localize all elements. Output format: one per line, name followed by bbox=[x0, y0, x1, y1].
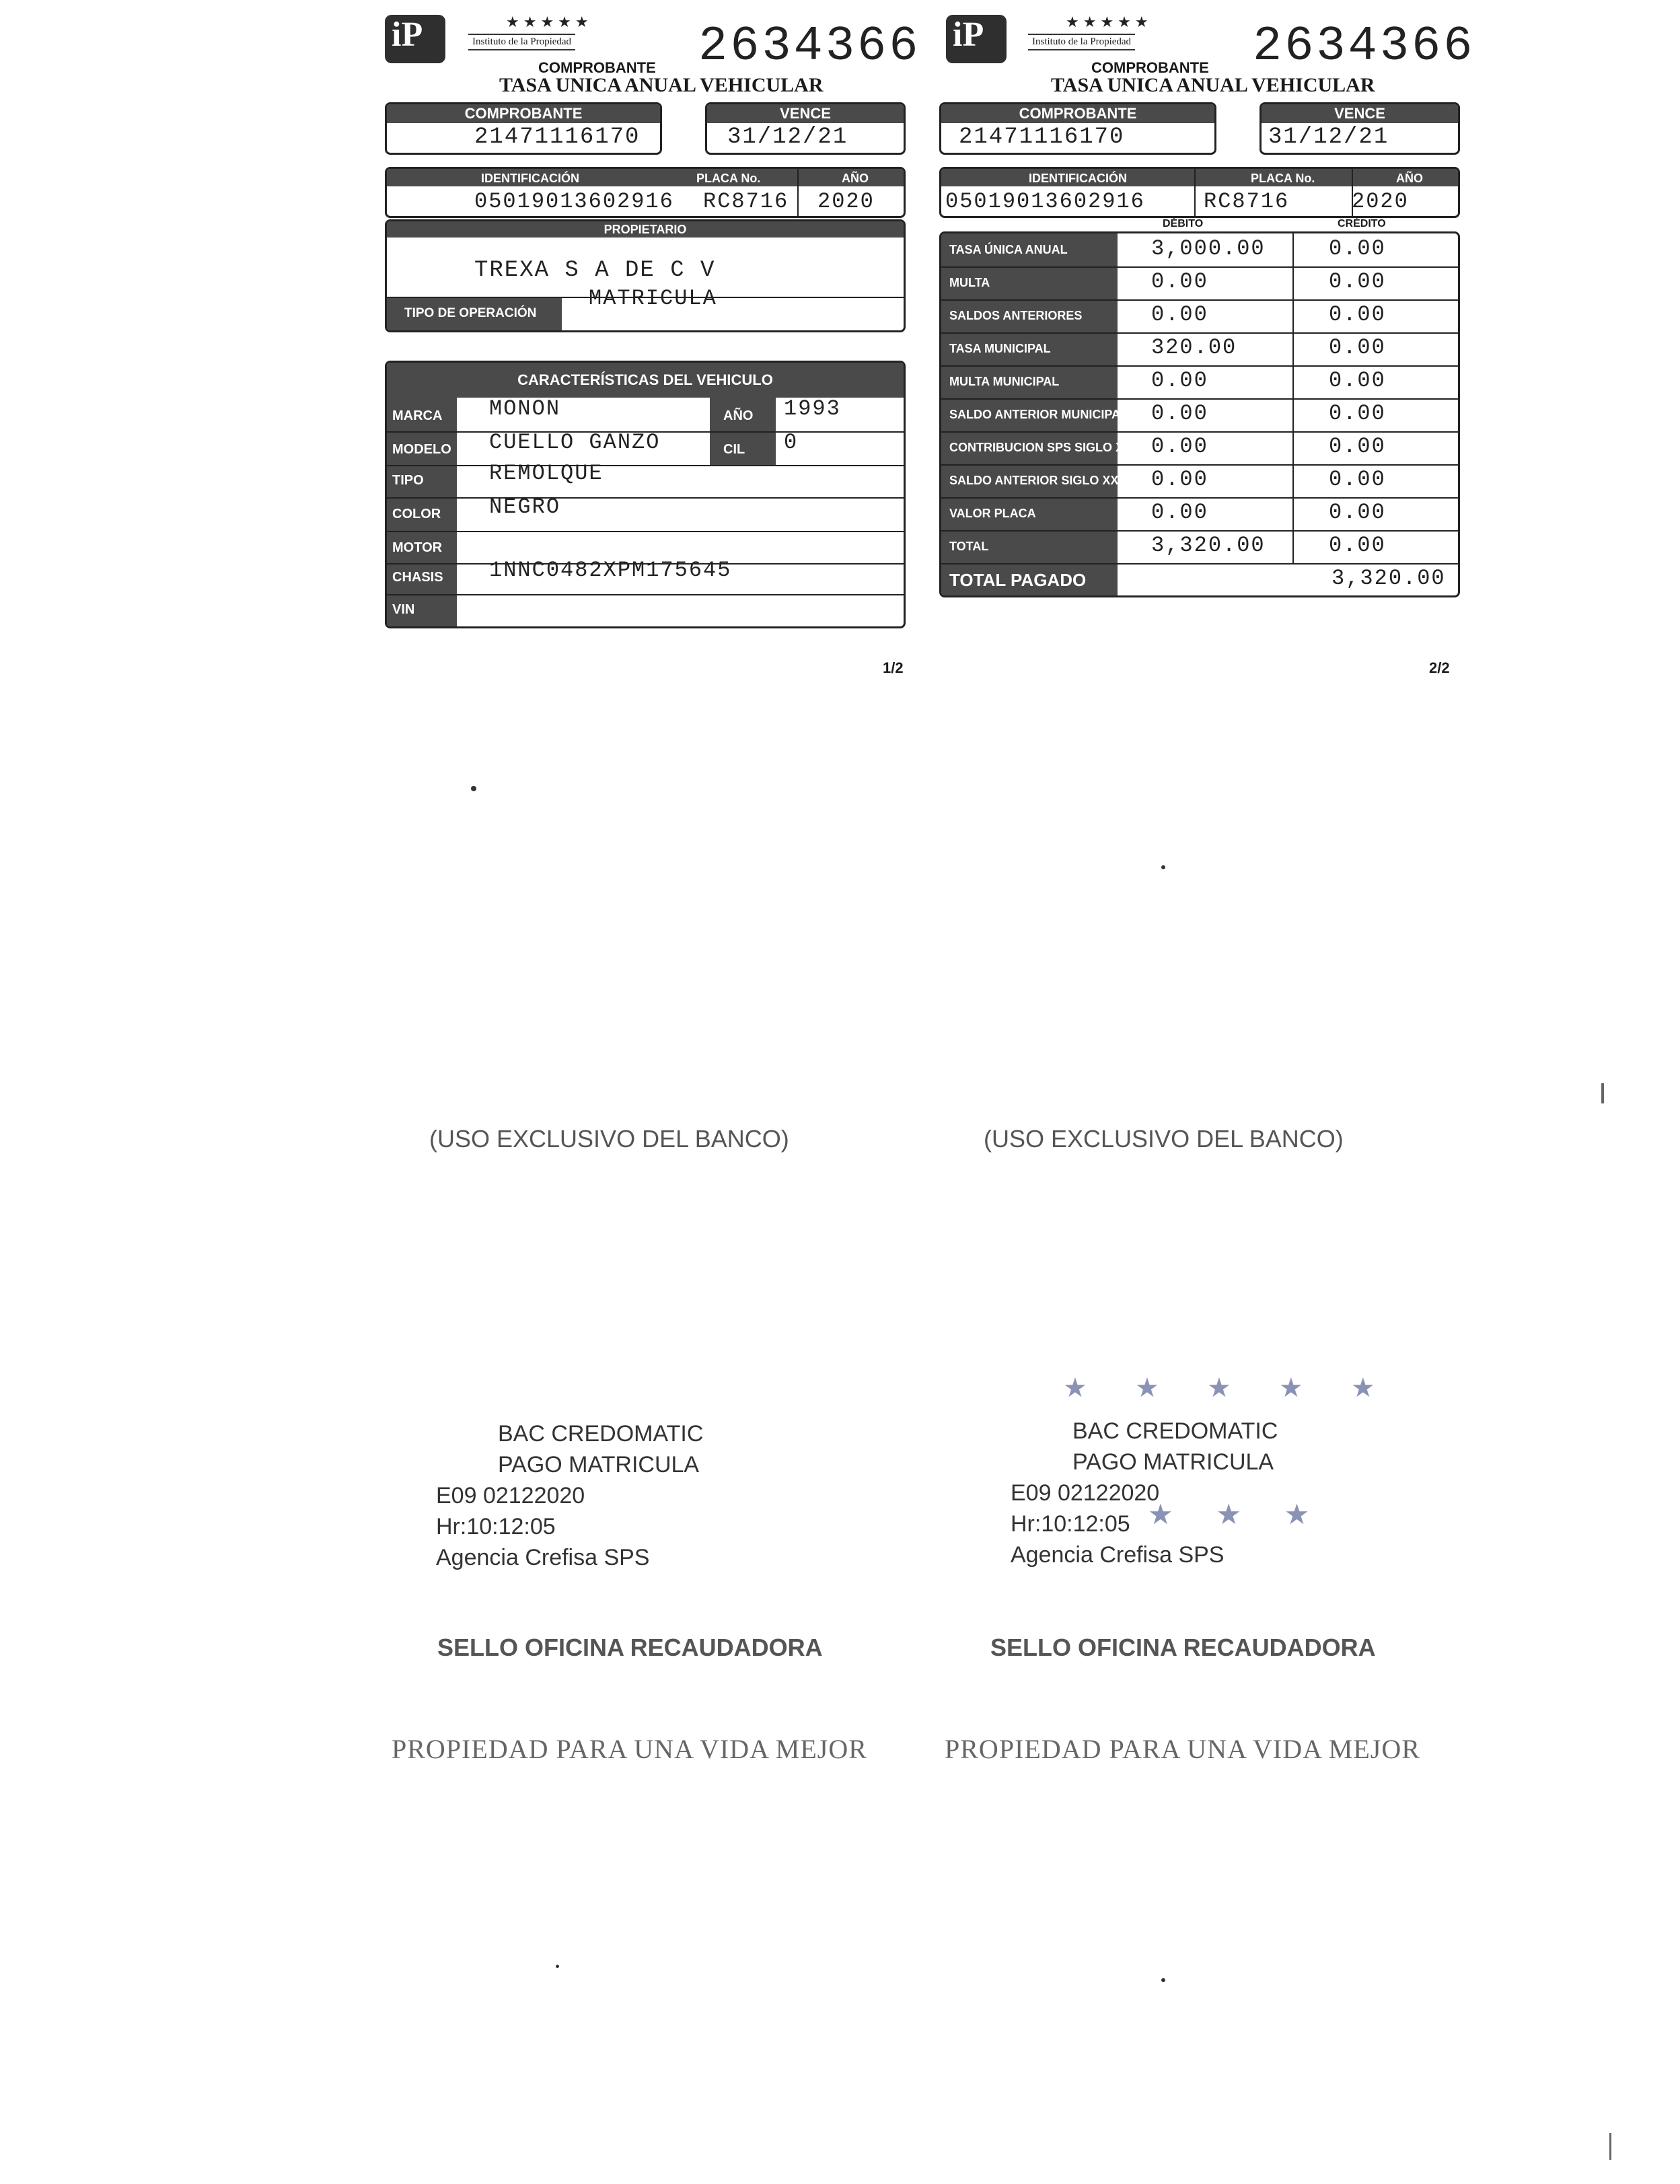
charge-credito: 0.00 bbox=[1329, 467, 1386, 492]
ticket-title: TASA UNICA ANUAL VEHICULAR bbox=[499, 74, 824, 96]
tipo-operacion-value: MATRICULA bbox=[589, 286, 717, 311]
scan-speck bbox=[471, 786, 476, 791]
ip-logo: iP bbox=[946, 15, 1007, 63]
tipo-value: REMOLQUE bbox=[489, 461, 604, 486]
charge-debito: 0.00 bbox=[1151, 368, 1208, 393]
comprobante-caption: COMPROBANTE bbox=[538, 59, 656, 76]
charge-credito: 0.00 bbox=[1329, 335, 1386, 360]
tipo-operacion-label: TIPO DE OPERACIÓN bbox=[404, 306, 537, 320]
charge-label: SALDOS ANTERIORES bbox=[949, 309, 1083, 322]
cil-label: CIL bbox=[723, 442, 745, 457]
ticket-number: 2634366 bbox=[698, 19, 921, 74]
anio-fiscal-value: 2020 bbox=[817, 189, 875, 214]
placa-label: PLACA No. bbox=[1251, 172, 1315, 185]
credito-label: CRÉDITO bbox=[1338, 218, 1386, 229]
page-number-left: 1/2 bbox=[883, 659, 904, 676]
scan-speck bbox=[1161, 865, 1165, 869]
charge-label: MULTA bbox=[949, 276, 990, 289]
comprobante-box bbox=[385, 102, 662, 155]
charge-debito: 0.00 bbox=[1151, 302, 1208, 327]
charge-credito: 0.00 bbox=[1329, 269, 1386, 294]
vence-label: VENCE bbox=[1262, 104, 1458, 123]
motor-label: MOTOR bbox=[392, 540, 443, 555]
anio-value: 1993 bbox=[784, 396, 841, 421]
identificacion-value: 05019013602916 bbox=[474, 189, 674, 214]
charge-credito: 0.00 bbox=[1329, 236, 1386, 261]
placa-value: RC8716 bbox=[703, 189, 789, 214]
comprobante-value: 21471116170 bbox=[474, 124, 641, 150]
comprobante-label: COMPROBANTE bbox=[387, 104, 660, 123]
charge-debito: 320.00 bbox=[1151, 335, 1237, 360]
comprobante-caption: COMPROBANTE bbox=[1091, 59, 1209, 76]
placa-label: PLACA No. bbox=[696, 172, 761, 185]
sello-left: SELLO OFICINA RECAUDADORA bbox=[437, 1634, 823, 1661]
charge-label: TASA ÚNICA ANUAL bbox=[949, 243, 1068, 256]
charge-debito: 0.00 bbox=[1151, 401, 1208, 426]
charge-label: CONTRIBUCION SPS SIGLO XXI bbox=[949, 441, 1136, 454]
caracteristicas-box bbox=[385, 361, 906, 628]
vence-value: 31/12/21 bbox=[1268, 124, 1389, 150]
uso-banco-left: (USO EXCLUSIVO DEL BANCO) bbox=[429, 1125, 789, 1153]
ticket-number: 2634366 bbox=[1253, 19, 1475, 74]
identificacion-label: IDENTIFICACIÓN bbox=[481, 172, 579, 185]
charges-table bbox=[939, 231, 1460, 597]
charge-debito: 3,320.00 bbox=[1151, 533, 1266, 558]
debito-label: DÉBITO bbox=[1163, 218, 1204, 229]
charge-credito: 0.00 bbox=[1329, 401, 1386, 426]
charge-credito: 0.00 bbox=[1329, 302, 1386, 327]
tipo-label: TIPO bbox=[392, 473, 424, 488]
lema-left: PROPIEDAD PARA UNA VIDA MEJOR bbox=[392, 1734, 867, 1764]
identificacion-box bbox=[939, 167, 1460, 218]
stars-icon: ★★★★★ bbox=[506, 13, 593, 30]
charge-debito: 0.00 bbox=[1151, 467, 1208, 492]
charge-credito: 0.00 bbox=[1329, 368, 1386, 393]
comprobante-value: 21471116170 bbox=[959, 124, 1125, 150]
ticket-left bbox=[385, 0, 923, 686]
charge-credito: 0.00 bbox=[1329, 533, 1386, 558]
chasis-label: CHASIS bbox=[392, 570, 443, 585]
color-label: COLOR bbox=[392, 507, 441, 521]
vence-box bbox=[1259, 102, 1460, 155]
chasis-value: 1NNC0482XPM175645 bbox=[489, 558, 732, 583]
comprobante-box bbox=[939, 102, 1216, 155]
ticket-right bbox=[939, 0, 1477, 686]
marca-value: MONON bbox=[489, 396, 561, 421]
identificacion-value: 05019013602916 bbox=[945, 189, 1145, 214]
lema-right: PROPIEDAD PARA UNA VIDA MEJOR bbox=[945, 1734, 1420, 1764]
institution-name: Instituto de la Propiedad bbox=[1028, 34, 1135, 50]
vence-box bbox=[705, 102, 906, 155]
propietario-label: PROPIETARIO bbox=[387, 221, 904, 238]
cil-value: 0 bbox=[784, 430, 799, 455]
stars-icon: ★★★★★ bbox=[1066, 13, 1153, 30]
charge-debito: 3,000.00 bbox=[1151, 236, 1266, 261]
anio-fiscal-label: AÑO bbox=[842, 172, 869, 185]
charge-debito: 0.00 bbox=[1151, 434, 1208, 459]
charge-label: MULTA MUNICIPAL bbox=[949, 375, 1060, 388]
identificacion-label: IDENTIFICACIÓN bbox=[1029, 172, 1127, 185]
total-pagado-label: TOTAL PAGADO bbox=[949, 570, 1087, 590]
vence-label: VENCE bbox=[707, 104, 904, 123]
vin-label: VIN bbox=[392, 602, 415, 617]
modelo-label: MODELO bbox=[392, 442, 451, 457]
anio-fiscal-value: 2020 bbox=[1352, 189, 1409, 214]
scan-speck bbox=[1601, 1083, 1604, 1103]
propietario-value: TREXA S A DE C V bbox=[474, 258, 716, 283]
modelo-value: CUELLO GANZO bbox=[489, 430, 661, 455]
caracteristicas-label: CARACTERÍSTICAS DEL VEHICULO bbox=[387, 363, 904, 398]
scan-speck bbox=[1609, 2133, 1611, 2160]
total-pagado-value: 3,320.00 bbox=[1331, 566, 1446, 591]
charge-label: TOTAL bbox=[949, 540, 989, 553]
scan-speck bbox=[556, 1965, 559, 1968]
page-number-right: 2/2 bbox=[1429, 659, 1450, 676]
ticket-title: TASA UNICA ANUAL VEHICULAR bbox=[1051, 74, 1375, 96]
propietario-box bbox=[385, 219, 906, 332]
charge-label: SALDO ANTERIOR SIGLO XXI bbox=[949, 474, 1122, 487]
scan-speck bbox=[1161, 1978, 1165, 1982]
vence-value: 31/12/21 bbox=[727, 124, 848, 150]
identificacion-box bbox=[385, 167, 906, 218]
charge-credito: 0.00 bbox=[1329, 434, 1386, 459]
ip-logo: iP bbox=[385, 15, 445, 63]
seal-stars-icon: ★ ★ ★ ★ ★ bbox=[1063, 1373, 1395, 1403]
seal-stars-icon: ★ ★ ★ bbox=[1148, 1498, 1327, 1530]
sello-right: SELLO OFICINA RECAUDADORA bbox=[990, 1634, 1376, 1661]
anio-label: AÑO bbox=[723, 408, 754, 423]
charge-label: TASA MUNICIPAL bbox=[949, 342, 1051, 355]
charge-debito: 0.00 bbox=[1151, 269, 1208, 294]
uso-banco-right: (USO EXCLUSIVO DEL BANCO) bbox=[984, 1125, 1344, 1153]
comprobante-label: COMPROBANTE bbox=[941, 104, 1214, 123]
charge-debito: 0.00 bbox=[1151, 500, 1208, 525]
color-value: NEGRO bbox=[489, 495, 561, 519]
institution-name: Instituto de la Propiedad bbox=[468, 34, 575, 50]
charge-label: SALDO ANTERIOR MUNICIPAL bbox=[949, 408, 1128, 421]
bank-stamp-left: BAC CREDOMATIC PAGO MATRICULA E09 02122020 Hr:10:12:05 Agencia Crefisa SPS bbox=[436, 1421, 704, 1570]
anio-fiscal-label: AÑO bbox=[1396, 172, 1423, 185]
bank-stamp-right: BAC CREDOMATIC PAGO MATRICULA E09 02122020 Hr:10:12:05 Agencia Crefisa SPS bbox=[1011, 1418, 1278, 1568]
placa-value: RC8716 bbox=[1204, 189, 1290, 214]
marca-label: MARCA bbox=[392, 408, 443, 423]
charge-credito: 0.00 bbox=[1329, 500, 1386, 525]
charge-label: VALOR PLACA bbox=[949, 507, 1036, 520]
